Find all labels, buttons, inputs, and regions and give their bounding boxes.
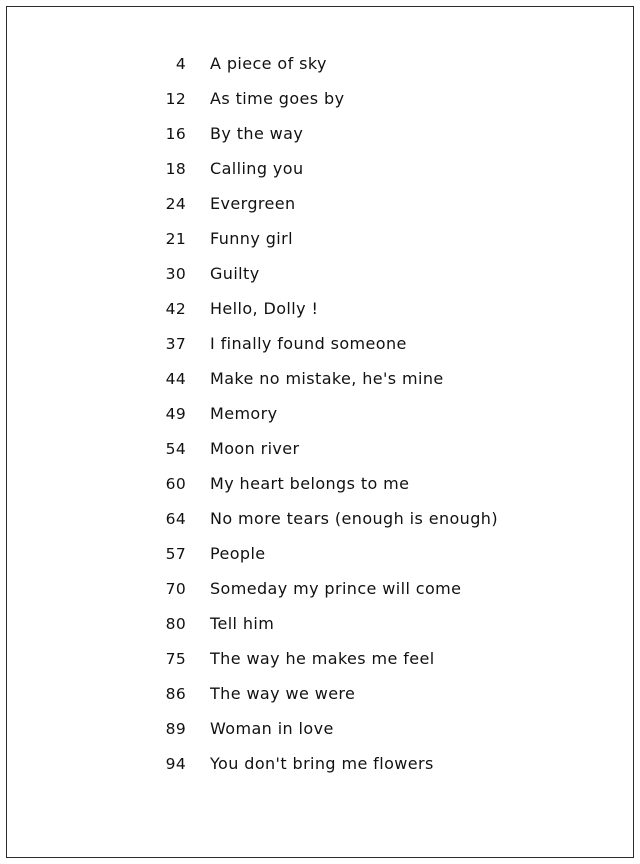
list-item bbox=[150, 221, 610, 256]
toc-entry-title: My heart belongs to me bbox=[210, 474, 410, 493]
toc-entry-title: The way we were bbox=[210, 684, 356, 703]
toc-entry-title: Memory bbox=[210, 404, 278, 423]
toc-entry-page-number: 21 bbox=[165, 230, 186, 248]
toc-entry-page-number: 4 bbox=[175, 55, 186, 73]
list-item bbox=[150, 151, 610, 186]
toc-entry-title: A piece of sky bbox=[210, 54, 327, 73]
toc-entry-page-number: 80 bbox=[165, 615, 186, 633]
toc-entry-title: Evergreen bbox=[210, 194, 296, 213]
toc-entry-title: By the way bbox=[210, 124, 304, 143]
toc-entry-page-number: 89 bbox=[165, 720, 186, 738]
toc-entry-title: People bbox=[210, 544, 266, 563]
toc-entry-title: As time goes by bbox=[210, 89, 345, 108]
toc-entry-page-number: 44 bbox=[165, 370, 186, 388]
list-item bbox=[150, 256, 610, 291]
toc-entry-page-number: 57 bbox=[165, 545, 186, 563]
toc-entry-title: Guilty bbox=[210, 264, 260, 283]
list-item bbox=[150, 641, 610, 676]
list-item bbox=[150, 326, 610, 361]
list-item bbox=[150, 606, 610, 641]
list-item bbox=[150, 571, 610, 606]
toc-entry-page-number: 37 bbox=[165, 335, 186, 353]
list-item bbox=[150, 81, 610, 116]
table-of-contents bbox=[150, 46, 610, 834]
toc-list bbox=[150, 46, 610, 781]
toc-entry-title: You don't bring me flowers bbox=[210, 754, 434, 773]
toc-entry-page-number: 49 bbox=[165, 405, 186, 423]
list-item bbox=[150, 466, 610, 501]
toc-entry-page-number: 42 bbox=[165, 300, 186, 318]
toc-entry-title: Calling you bbox=[210, 159, 304, 178]
toc-entry-title: Funny girl bbox=[210, 229, 293, 248]
list-item bbox=[150, 396, 610, 431]
toc-entry-title: Woman in love bbox=[210, 719, 334, 738]
toc-entry-page-number: 60 bbox=[165, 475, 186, 493]
toc-entry-page-number: 18 bbox=[165, 160, 186, 178]
toc-entry-page-number: 54 bbox=[165, 440, 186, 458]
list-item bbox=[150, 431, 610, 466]
toc-entry-page-number: 16 bbox=[165, 125, 186, 143]
toc-entry-page-number: 86 bbox=[165, 685, 186, 703]
toc-entry-page-number: 24 bbox=[165, 195, 186, 213]
list-item bbox=[150, 361, 610, 396]
toc-entry-title: I finally found someone bbox=[210, 334, 407, 353]
toc-entry-page-number: 75 bbox=[165, 650, 186, 668]
list-item bbox=[150, 46, 610, 81]
list-item bbox=[150, 676, 610, 711]
list-item bbox=[150, 116, 610, 151]
toc-entry-title: Moon river bbox=[210, 439, 300, 458]
list-item bbox=[150, 746, 610, 781]
toc-entry-page-number: 94 bbox=[165, 755, 186, 773]
toc-entry-title: Make no mistake, he's mine bbox=[210, 369, 444, 388]
toc-entry-title: Hello, Dolly ! bbox=[210, 299, 319, 318]
toc-entry-title: The way he makes me feel bbox=[210, 649, 435, 668]
toc-entry-page-number: 12 bbox=[165, 90, 186, 108]
list-item bbox=[150, 536, 610, 571]
toc-entry-page-number: 64 bbox=[165, 510, 186, 528]
toc-entry-page-number: 70 bbox=[165, 580, 186, 598]
list-item bbox=[150, 186, 610, 221]
toc-entry-title: No more tears (enough is enough) bbox=[210, 509, 498, 528]
list-item bbox=[150, 501, 610, 536]
toc-entry-title: Someday my prince will come bbox=[210, 579, 462, 598]
toc-entry-title: Tell him bbox=[210, 614, 275, 633]
list-item bbox=[150, 291, 610, 326]
toc-entry-page-number: 30 bbox=[165, 265, 186, 283]
list-item bbox=[150, 711, 610, 746]
